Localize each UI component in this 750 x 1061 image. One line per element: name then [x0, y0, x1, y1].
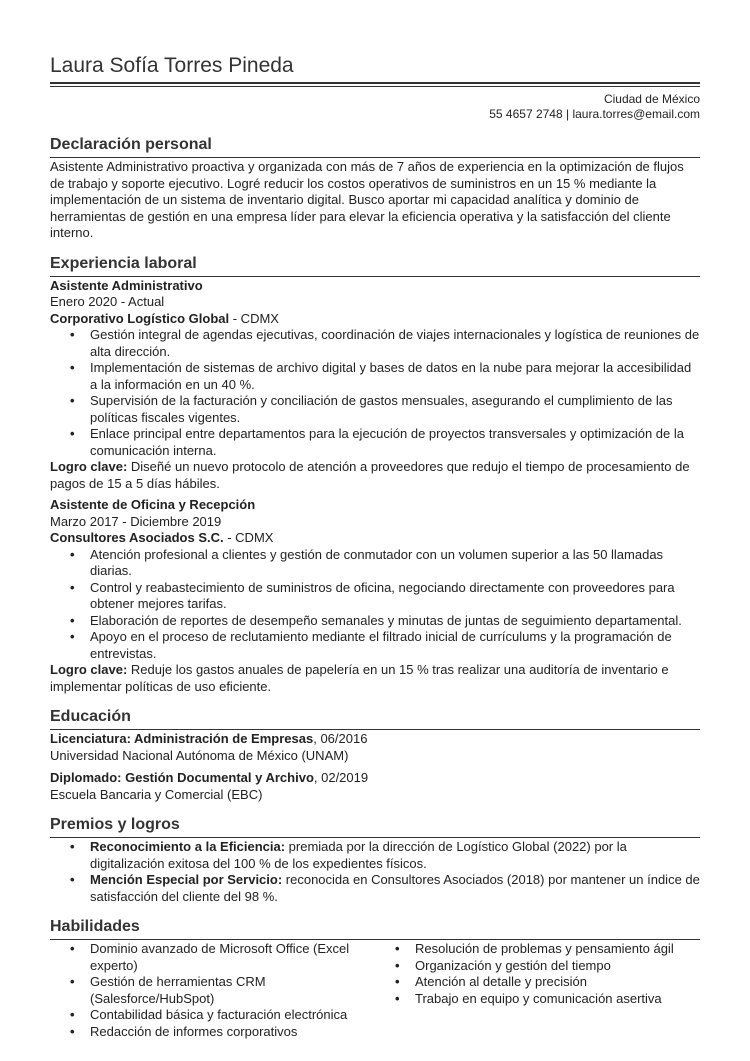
awards-list [50, 839, 700, 905]
award-text: premiada por la dirección de Logístico Global (2022) por la digitalización exitosa del 100 % de los expedientes físicos. [90, 839, 627, 871]
section-title-awards: Premios y logros [50, 816, 180, 833]
list-item: • Dominio avanzado de Microsoft Office (Excel experto) [90, 941, 375, 974]
list-item: • Control y reabastecimiento de suministros de oficina, negociando directamente con proveedores para obtener mejores tarifas. [90, 580, 700, 613]
list-item: • Contabilidad básica y facturación electrónica [90, 1007, 375, 1024]
list-item: • Resolución de problemas y pensamiento ágil [415, 941, 700, 958]
contact-phone: 55 4657 2748 [489, 107, 563, 121]
summary-section [50, 135, 700, 242]
education-school: Escuela Bancaria y Comercial (EBC) [50, 786, 263, 802]
job-location: - CDMX [229, 310, 279, 326]
list-item: • Implementación de sistemas de archivo digital y bases de datos en la nube para mejorar la accesibilidad a la información en un 40 %. [90, 360, 700, 393]
list-item: • Enlace principal entre departamentos para la ejecución de proyectos transversales y optimización de la comunicación interna. [90, 426, 700, 459]
achievement-label: Logro clave: [50, 459, 128, 474]
section-divider [50, 276, 700, 277]
job-company-line [50, 311, 700, 328]
section-divider [50, 157, 700, 158]
awards-section [50, 815, 700, 905]
award-label: Mención Especial por Servicio: [90, 872, 283, 887]
award-text: reconocida en Consultores Asociados (2018) por mantener un índice de satisfacción del cliente del 98 %. [90, 872, 700, 904]
job-achievement [50, 459, 700, 492]
contact-location: Ciudad de México [603, 92, 700, 106]
job-dates: Enero 2020 - Actual [50, 294, 165, 309]
job-role: Asistente Administrativo [50, 277, 203, 293]
education-school: Universidad Nacional Autónoma de México (UNAM) [50, 747, 349, 763]
skills-column-right [375, 941, 700, 1040]
job-bullets [50, 327, 700, 459]
section-title-education: Educación [50, 708, 131, 725]
section-divider [50, 729, 700, 730]
job-company: Corporativo Logístico Global [50, 310, 230, 326]
job-role: Asistente de Oficina y Recepción [50, 497, 256, 512]
contact-email[interactable]: laura.torres@email.com [572, 107, 700, 121]
job-entry [50, 278, 700, 493]
list-item [90, 839, 700, 872]
list-item: • Elaboración de reportes de desempeño semanales y minutas de juntas de seguimiento departamental. [90, 613, 700, 630]
summary-text: Asistente Administrativo proactiva y organizada con más de 7 años de experiencia en la optimización de flujos de trabajo y soporte ejecutivo. Logré reducir los costos operativos de suministros en un 15 % mediante la implementación de un sistema de inventario digital. Busco aportar mi capacidad analítica y dominio de herramientas de gestión en una empresa líder para elevar la eficiencia operativa y la satisfacción del cliente interno. [50, 159, 684, 240]
list-item: • Gestión integral de agendas ejecutivas, coordinación de viajes internacionales y logística de reuniones de alta dirección. [90, 327, 700, 360]
list-item: • Trabajo en equipo y comunicación asertiva [415, 991, 700, 1008]
education-entry [50, 731, 700, 764]
achievement-text: Reduje los gastos anuales de papelería en un 15 % tras realizar una auditoría de inventario e implementar políticas de uso eficiente. [50, 662, 669, 694]
job-achievement [50, 662, 700, 695]
contact-line [50, 107, 700, 122]
education-date: , 02/2019 [313, 770, 369, 785]
job-entry [50, 497, 700, 695]
list-item: • Gestión de herramientas CRM (Salesforce/HubSpot) [90, 974, 375, 1007]
list-item: • Organización y gestión del tiempo [415, 958, 700, 975]
job-company: Consultores Asociados S.C. [50, 530, 224, 545]
award-label: Reconocimiento a la Eficiencia: [90, 839, 286, 854]
education-degree-line [50, 731, 700, 748]
job-bullets [50, 547, 700, 663]
education-degree-line [50, 770, 700, 787]
experience-section [50, 254, 700, 696]
list-item: • Apoyo en el proceso de reclutamiento mediante el filtrado inicial de currículums y la programación de entrevistas. [90, 629, 700, 662]
skills-column-left [50, 941, 375, 1040]
achievement-text: Diseñé un nuevo protocolo de atención a proveedores que redujo el tiempo de procesamiento de pagos de 15 a 5 días hábiles. [50, 459, 690, 491]
skills-grid [50, 941, 700, 1040]
education-section [50, 707, 700, 803]
list-item: • Atención al detalle y precisión [415, 974, 700, 991]
list-item: • Supervisión de la facturación y conciliación de gastos mensuales, asegurando el cumplimiento de las políticas fiscales vigentes. [90, 393, 700, 426]
job-location: - CDMX [223, 530, 274, 545]
section-divider [50, 837, 700, 838]
achievement-label: Logro clave: [50, 662, 128, 677]
list-item: • Redacción de informes corporativos [90, 1024, 375, 1041]
name-divider [50, 82, 700, 87]
section-title-experience: Experiencia laboral [50, 254, 197, 272]
skills-section [50, 917, 700, 1040]
section-title-summary: Declaración personal [50, 136, 212, 153]
contact-block [50, 92, 700, 122]
candidate-name: Laura Sofía Torres Pineda [50, 54, 294, 77]
list-item: • Atención profesional a clientes y gestión de conmutador con un volumen superior a las 50 llamadas diarias. [90, 547, 700, 580]
section-title-skills: Habilidades [50, 918, 140, 935]
education-degree: Diplomado: Gestión Documental y Archivo [50, 770, 314, 785]
section-divider [50, 939, 700, 940]
education-date: , 06/2016 [313, 731, 368, 746]
education-entry [50, 770, 700, 803]
job-dates: Marzo 2017 - Diciembre 2019 [50, 513, 222, 529]
job-company-line [50, 530, 700, 547]
list-item [90, 872, 700, 905]
contact-separator: | [562, 107, 573, 121]
education-degree: Licenciatura: Administración de Empresas [50, 731, 314, 746]
